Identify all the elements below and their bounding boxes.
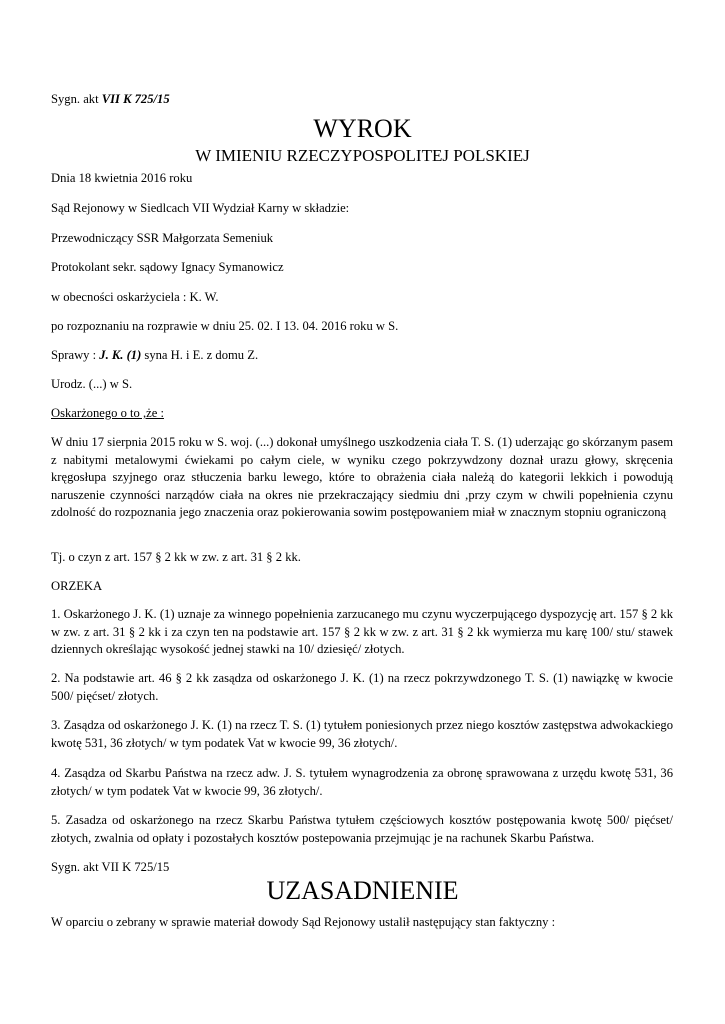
- case-signature-value: VII K 725/15: [101, 92, 170, 106]
- legal-basis: Tj. o czyn z art. 157 § 2 kk w zw. z art. 31 § 2 kk.: [51, 550, 301, 564]
- ruling-point-4: 4. Zasądza od Skarbu Państwa na rzecz adw. J. S. tytułem wynagrodzenia za obronę sprawowana z urzędu kwotę 531, 36 złotych/ w tym podatek Vat w kwocie 99, 36 złotych/.: [51, 766, 673, 798]
- document-subtitle: W IMIENIU RZECZYPOSPOLITEJ POLSKIEJ: [195, 146, 530, 165]
- court-line: Sąd Rejonowy w Siedlcach VII Wydział Karny w składzie:: [51, 201, 350, 215]
- ruling-point-2: 2. Na podstawie art. 46 § 2 kk zasądza od oskarżonego J. K. (1) na rzecz pokrzywdzonego T. S. (1) nawiązkę w kwocie 500/ pięćset/ złotych.: [51, 671, 673, 703]
- justification-title: UZASADNIENIE: [266, 876, 459, 905]
- prosecutor-line: w obecności oskarżyciela : K. W.: [51, 290, 219, 304]
- birth-line: Urodz. (...) w S.: [51, 377, 133, 391]
- hearing-line: po rozpoznaniu na rozprawie w dniu 25. 02. I 13. 04. 2016 roku w S.: [51, 319, 399, 333]
- document-title: WYROK: [313, 114, 412, 143]
- ruling-point-3: 3. Zasądza od oskarżonego J. K. (1) na rzecz T. S. (1) tytułem poniesionych przez niego kosztów zastępstwa adwokackiego kwotę 531, 36 złotych/ w tym podatek Vat w kwocie 99, 36 złotych/.: [51, 718, 673, 750]
- court-clerk: Protokolant sekr. sądowy Ignacy Symanowicz: [51, 260, 284, 274]
- accused-heading: Oskarżonego o to ,że :: [51, 406, 164, 420]
- case-suffix: syna H. i E. z domu Z.: [141, 348, 259, 362]
- date-line: Dnia 18 kwietnia 2016 roku: [51, 171, 193, 185]
- case-signature-top: [51, 91, 673, 109]
- ruling-point-5: 5. Zasadza od oskarżonego na rzecz Skarbu Państwa tytułem częściowych kosztów postępowania kwotę 500/ pięćset/ złotych, zwalnia od opłaty i pozostałych kosztów postepowania przejmując je na rachunek Skarbu Państwa.: [51, 813, 673, 845]
- justification-intro: W oparciu o zebrany w sprawie materiał dowody Sąd Rejonowy ustalił następujący stan faktyczny :: [51, 915, 556, 929]
- case-signature-bottom: Sygn. akt VII K 725/15: [51, 860, 170, 874]
- charge-text: W dniu 17 sierpnia 2015 roku w S. woj. (...) dokonał umyślnego uszkodzenia ciała T. S. (1) uderzając go skórzanym pasem z nabitymi metalowymi ćwiekami po całym ciele, w wyniku czego pokrzywdzony doznał urazu głowy, skręcenia kręgosłupa szyjnego oraz stłuczenia barku lewego, które to obrażenia ciała należą do kategorii lekkich i powodują naruszenie czynności narządów ciała na okres nie przekraczający siedmiu dni ,przy czym w chwili popełnienia czynu zdolność do rozpoznania jego znaczenia oraz pokierowania sowim postępowaniem miał w znacznym stopniu ograniczoną: [51, 435, 673, 519]
- ruling-point-1: 1. Oskarżonego J. K. (1) uznaje za winnego popełnienia zarzucanego mu czynu wyczerpującego dyspozycję art. 157 § 2 kk w zw. z art. 31 § 2 kk i za czyn ten na podstawie art. 157 § 2 kk w zw. z art. 31 § 2 kk wymierza mu karę 100/ stu/ stawek dziennych określając wysokość jednej stawki na 10/ dziesięć/ złotych.: [51, 607, 673, 656]
- orzeka-heading: ORZEKA: [51, 579, 103, 593]
- case-prefix: Sprawy :: [51, 348, 100, 362]
- case-line: [51, 347, 673, 365]
- case-signature-prefix: Sygn. akt: [51, 92, 102, 106]
- accused-name: J. K. (1): [99, 348, 142, 362]
- presiding-judge: Przewodniczący SSR Małgorzata Semeniuk: [51, 231, 274, 245]
